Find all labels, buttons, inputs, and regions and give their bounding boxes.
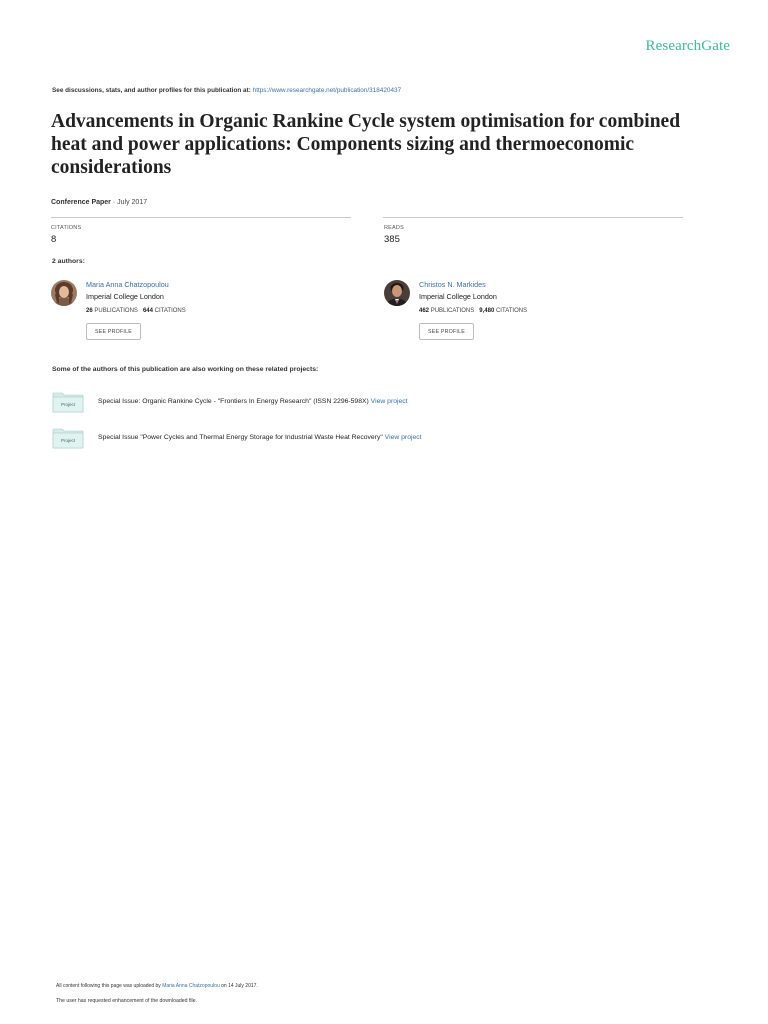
upload-prefix: All content following this page was uploaded by [56,983,161,989]
author-stats [86,308,186,314]
enhancement-note: The user has requested enhancement of the downloaded file. [56,998,198,1004]
view-project-link[interactable]: View project [384,434,422,441]
divider-reads [383,217,683,218]
publication-url-link[interactable]: https://www.researchgate.net/publication/318420437 [252,87,402,94]
related-project-item [52,390,702,414]
discussion-prefix: See discussions, stats, and author profiles for this publication at: [52,87,251,94]
publications-count: 462 [419,308,430,314]
female-author-avatar[interactable] [51,280,77,306]
project-description [98,434,422,441]
project-icon-label: Project [60,438,76,443]
author-card [384,280,684,342]
citations-label: CITATIONS [51,225,82,231]
project-title: Special Issue: Organic Rankine Cycle - "Frontiers In Energy Research" (ISSN 2296-598X) [98,398,369,405]
view-project-link[interactable]: View project [370,398,408,405]
citations-label: CITATIONS [495,308,528,314]
citations-label: CITATIONS [154,308,186,314]
project-folder-icon[interactable] [52,390,84,413]
upload-note [56,983,258,989]
publication-meta [51,199,147,206]
discussion-line [52,87,401,94]
publication-date: · July 2017 [112,199,148,206]
author-institution: Imperial College London [419,292,497,301]
reads-label: READS [384,225,404,231]
publications-label: PUBLICATIONS [430,308,475,314]
author-name-link[interactable]: Christos N. Markides [419,280,486,289]
project-icon-label: Project [60,402,76,407]
related-project-item [52,426,702,450]
see-profile-button[interactable]: SEE PROFILE [419,323,474,340]
uploader-link[interactable]: Maria Anna Chatzopoulou [162,983,220,989]
page-title: Advancements in Organic Rankine Cycle system optimisation for combined heat and power applications: Components sizing and thermoeconomic considerations [51,111,681,178]
project-description [98,398,408,405]
male-author-avatar[interactable] [384,280,410,306]
project-folder-icon[interactable] [52,426,84,449]
project-title: Special Issue "Power Cycles and Thermal Energy Storage for Industrial Waste Heat Recovery" [98,434,383,441]
reads-value: 385 [384,234,400,245]
authors-count: 2 authors: [52,258,85,265]
publications-count: 26 [86,308,93,314]
author-card [51,280,351,342]
author-name-link[interactable]: Maria Anna Chatzopoulou [86,280,169,289]
researchgate-logo[interactable]: ResearchGate [645,38,730,54]
publications-label: PUBLICATIONS [94,308,138,314]
upload-suffix: on 14 July 2017. [221,983,258,989]
citations-count: 644 [142,308,153,314]
citations-value: 8 [51,234,57,245]
divider-citations [51,217,351,218]
see-profile-button[interactable]: SEE PROFILE [86,323,141,340]
author-institution: Imperial College London [86,292,164,301]
related-projects-heading: Some of the authors of this publication are also working on these related projects: [52,366,319,373]
author-stats [419,308,527,314]
citations-count: 9,480 [479,308,495,314]
publication-type: Conference Paper [51,199,111,206]
